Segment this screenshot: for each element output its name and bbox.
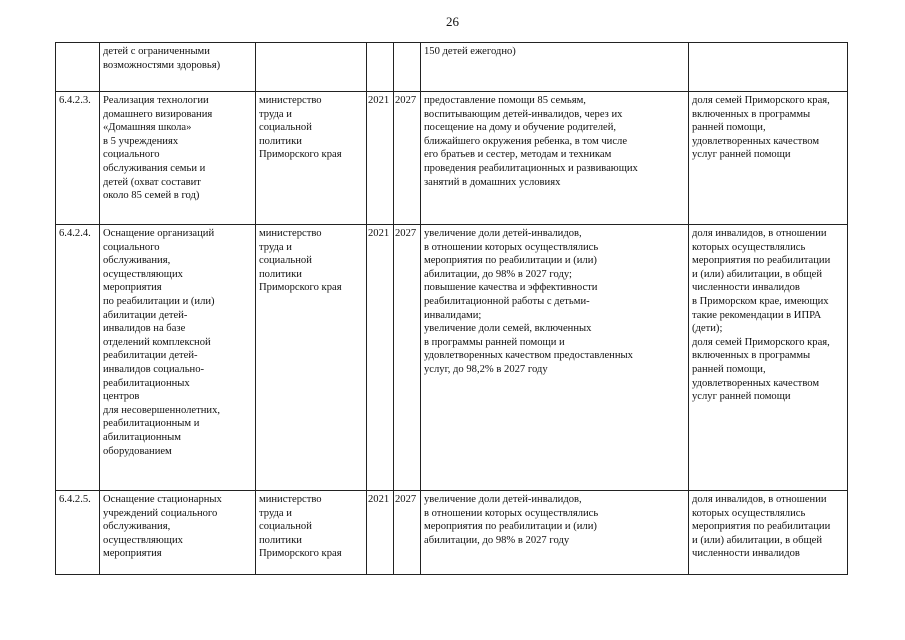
year-start: 2021 bbox=[367, 92, 394, 225]
year-end: 2027 bbox=[394, 491, 421, 575]
executor bbox=[256, 43, 367, 92]
item-number: 6.4.2.5. bbox=[56, 491, 100, 575]
executor: министерство труда и социальной политики Приморского края bbox=[256, 225, 367, 491]
expected-result: предоставление помощи 85 семьям, воспитывающим детей-инвалидов, через их посещение на дому и обучение родителей, ближайшего окружения ребенка, в том числе его братьев и сестер, методам и техникам проведения реабилитационных и развивающих занятий в домашних условиях bbox=[421, 92, 689, 225]
item-number: 6.4.2.3. bbox=[56, 92, 100, 225]
table-row bbox=[56, 491, 848, 575]
item-number bbox=[56, 43, 100, 92]
expected-result: увеличение доли детей-инвалидов, в отношении которых осуществлялись мероприятия по реабилитации и (или) абилитации, до 98% в 2027 году bbox=[421, 491, 689, 575]
expected-result: увеличение доли детей-инвалидов, в отношении которых осуществлялись мероприятия по реабилитации и (или) абилитации, до 98% в 2027 году; повышение качества и эффективности реабилитационной работы с детьми- инвалидами; увеличение доли семей, включенных в программы ранней помощи и удовлетворенных качеством предоставленных услуг, до 98,2% в 2027 году bbox=[421, 225, 689, 491]
event-name: Реализация технологии домашнего визирования «Домашняя школа» в 5 учреждениях социального обслуживания семьи и детей (охват составит около 85 семей в год) bbox=[100, 92, 256, 225]
year-end bbox=[394, 43, 421, 92]
expected-result: 150 детей ежегодно) bbox=[421, 43, 689, 92]
year-end: 2027 bbox=[394, 225, 421, 491]
event-name: Оснащение стационарных учреждений социального обслуживания, осуществляющих мероприятия bbox=[100, 491, 256, 575]
year-end: 2027 bbox=[394, 92, 421, 225]
indicator: доля семей Приморского края, включенных в программы ранней помощи, удовлетворенных качеством услуг ранней помощи bbox=[689, 92, 848, 225]
indicator: доля инвалидов, в отношении которых осуществлялись мероприятия по реабилитации и (или) абилитации, в общей численности инвалидов в Приморском крае, имеющих такие рекомендации в ИПРА (дети); доля семей Приморского края, включенных в программы ранней помощи, удовлетворенных качеством услуг ранней помощи bbox=[689, 225, 848, 491]
table-row bbox=[56, 225, 848, 491]
executor: министерство труда и социальной политики Приморского края bbox=[256, 491, 367, 575]
event-name: детей с ограниченными возможностями здоровья) bbox=[100, 43, 256, 92]
year-start bbox=[367, 43, 394, 92]
item-number: 6.4.2.4. bbox=[56, 225, 100, 491]
year-start: 2021 bbox=[367, 225, 394, 491]
year-start: 2021 bbox=[367, 491, 394, 575]
indicator bbox=[689, 43, 848, 92]
table-row bbox=[56, 92, 848, 225]
page-number: 26 bbox=[446, 14, 459, 29]
indicator: доля инвалидов, в отношении которых осуществлялись мероприятия по реабилитации и (или) абилитации, в общей численности инвалидов bbox=[689, 491, 848, 575]
measures-table bbox=[55, 42, 848, 575]
executor: министерство труда и социальной политики Приморского края bbox=[256, 92, 367, 225]
table-row bbox=[56, 43, 848, 92]
event-name: Оснащение организаций социального обслуживания, осуществляющих мероприятия по реабилитации и (или) абилитации детей- инвалидов на базе отделений комплексной реабилитации детей- инвалидов социально- реабилитационных центров для несовершеннолетних, реабилитационным и абилитационным оборудованием bbox=[100, 225, 256, 491]
